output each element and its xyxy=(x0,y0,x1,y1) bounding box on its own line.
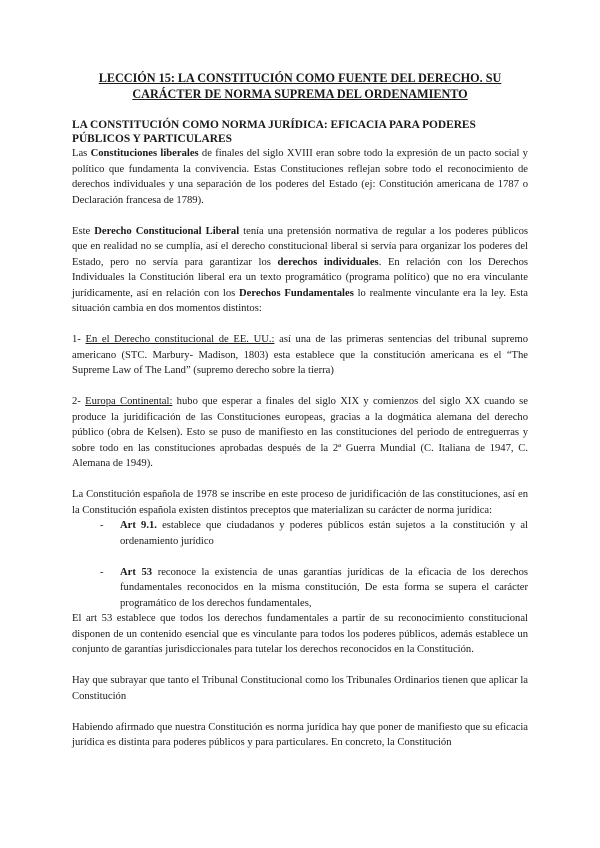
paragraph-europa: 2- Europa Continental: hubo que esperar a finales del siglo XIX y comienzos del siglo XX cuando se produce la juridificación de las Constituciones europeas, gracias a la dogmática alemana del derecho público (obra de Kelsen). Esto se puso de manifiesto en las constituciones del periodo de entreguerras y sobre todo en las constituciones aprobadas después de la 2ª Guerra Mundial (C. Italiana de 1947, C. Alemana de 1949). xyxy=(72,396,528,469)
bold-term: Constituciones liberales xyxy=(90,148,199,159)
underlined-term: Europa Continental: xyxy=(85,396,173,407)
paragraph-tribunales: Hay que subrayar que tanto el Tribunal Constitucional como los Tribunales Ordinarios tienen que aplicar la Constitución xyxy=(72,675,528,702)
bold-term: derechos individuales xyxy=(277,256,379,268)
paragraph-eeuu: 1- En el Derecho constitucional de EE. UU.: así una de las primeras sentencias del tribunal supremo americano (STC. Marbury- Madison, 1803) esta establece que la constitución americana es el “The Supreme Law of The Land” (supremo derecho sobre la tierra) xyxy=(72,334,528,376)
list-item: - Art 9.1. establece que ciudadanos y poderes públicos están sujetos a la constitución y al ordenamiento jurídico xyxy=(100,520,528,547)
list-item: - Art 53 reconoce la existencia de unas garantías jurídicas de la eficacia de los derechos fundamentales reconocidos en la misma constitución, De esta forma se supera el carácter programático de los derechos fundamentales, xyxy=(100,566,528,609)
bold-term: Derechos Fundamentales xyxy=(239,287,354,299)
paragraph-eficacia: Habiendo afirmado que nuestra Constitución es norma jurídica hay que poner de manifiesto que su eficacia jurídica es distinta para poderes públicos y para particulares. En concreto, la Constitución xyxy=(72,721,528,748)
lesson-title: LECCIÓN 15: LA CONSTITUCIÓN COMO FUENTE DEL DERECHO. SU CARÁCTER DE NORMA SUPREMA DEL ORDENAMIENTO xyxy=(98,71,502,101)
paragraph-art-53: El art 53 establece que todos los derechos fundamentales a partir de su reconocimiento constitucional disponen de un contenido esencial que es vinculante para todos los poderes públicos, además establece un conjunto de garantías jurisdiccionales para tutelar los derechos reconocidos en la Constitución. xyxy=(72,613,528,655)
bold-term: Derecho Constitucional Liberal xyxy=(94,225,240,237)
document-page xyxy=(72,70,528,751)
section-heading: LA CONSTITUCIÓN COMO NORMA JURÍDICA: EFICACIA PARA PODERES PÚBLICOS Y PARTICULARES xyxy=(72,119,476,145)
paragraph-derecho-liberal: Este Derecho Constitucional Liberal tenía una pretensión normativa de regular a los poderes públicos que en realidad no se cumplía, así el derecho constitucional liberal si servía para organizar los poderes del Estado, pero no servía para garantizar los derechos individuales. En relación con los Derechos Individuales la Constitución liberal era un texto programático (programa político) que no era vinculante jurídicamente, así en relación con los Derechos Fundamentales lo realmente vinculante era la ley. Esta situación cambia en dos momentos distintos: xyxy=(72,225,528,314)
paragraph-ce-1978: La Constitución española de 1978 se inscribe en este proceso de juridificación de las constituciones, así en la Constitución española existen distintos preceptos que materializan su carácter de norma jurídica: xyxy=(72,489,528,516)
article-list xyxy=(72,518,528,611)
underlined-term: En el Derecho constitucional de EE. UU.: xyxy=(85,334,275,345)
paragraph-constituciones-liberales: Las Constituciones liberales de finales del siglo XVIII eran sobre todo la expresión de un pacto social y político que fundamenta la convivencia. Estas Constituciones reflejan sobre todo el reconocimiento de derechos individuales y una separación de los poderes del Estado (ej: Constitución americana de 1787 o Declaración francesa de 1789). xyxy=(72,148,528,206)
